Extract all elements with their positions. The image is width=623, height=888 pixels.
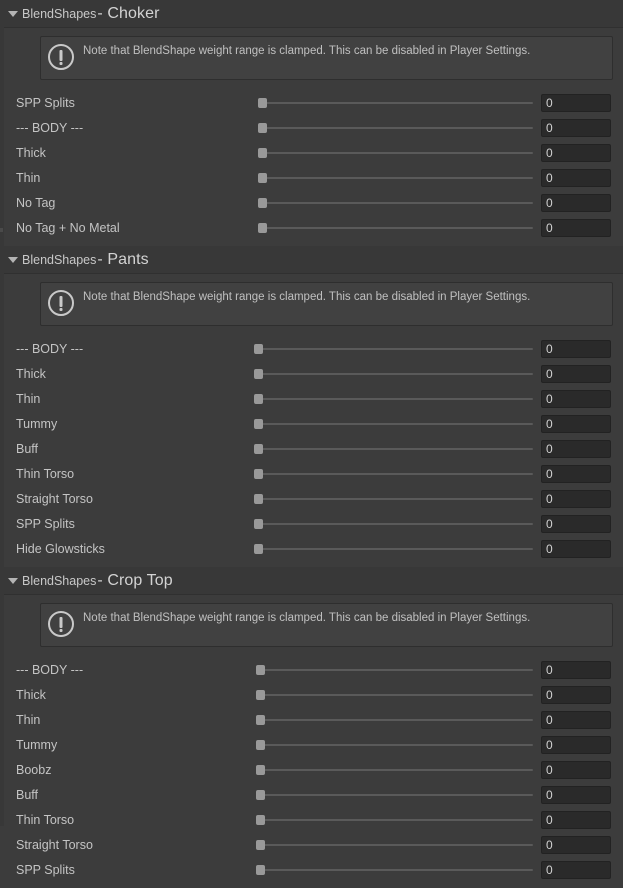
slider-thumb[interactable] bbox=[258, 223, 267, 233]
blendshape-row bbox=[0, 461, 623, 486]
blendshape-label: --- BODY --- bbox=[16, 341, 84, 356]
slider-track bbox=[256, 694, 533, 696]
component-label: BlendShapes bbox=[22, 252, 97, 267]
blendshape-label: SPP Splits bbox=[16, 516, 75, 531]
component-label: BlendShapes bbox=[22, 6, 97, 21]
blendshape-slider[interactable] bbox=[254, 416, 533, 432]
blendshape-label: --- BODY --- bbox=[16, 120, 84, 135]
blendshape-label: Thin Torso bbox=[16, 812, 75, 827]
blendshape-row bbox=[0, 511, 623, 536]
blendshape-slider[interactable] bbox=[256, 787, 533, 803]
help-box bbox=[40, 603, 613, 647]
blendshape-label: Thick bbox=[16, 687, 46, 702]
blendshape-row bbox=[0, 757, 623, 782]
slider-thumb[interactable] bbox=[258, 98, 267, 108]
blendshapes-header-crop-top[interactable] bbox=[0, 567, 623, 594]
blendshape-slider[interactable] bbox=[254, 341, 533, 357]
blendshape-value-field[interactable]: 0 bbox=[541, 465, 611, 483]
blendshape-label: Thick bbox=[16, 366, 46, 381]
blendshape-slider[interactable] bbox=[254, 391, 533, 407]
slider-thumb[interactable] bbox=[256, 690, 265, 700]
triangle-down-icon[interactable] bbox=[6, 574, 20, 588]
blendshape-slider[interactable] bbox=[254, 366, 533, 382]
blendshape-label: Thick bbox=[16, 145, 46, 160]
slider-track bbox=[258, 152, 533, 154]
blendshapes-body-crop-top bbox=[0, 594, 623, 888]
slider-track bbox=[258, 102, 533, 104]
slider-thumb[interactable] bbox=[258, 198, 267, 208]
blendshape-label: Thin bbox=[16, 391, 41, 406]
blendshapes-group-pants bbox=[0, 246, 623, 567]
blendshape-value-field[interactable]: 0 bbox=[541, 786, 611, 804]
blendshapes-header-choker[interactable] bbox=[0, 0, 623, 27]
blendshape-value-field[interactable]: 0 bbox=[541, 686, 611, 704]
slider-track bbox=[258, 227, 533, 229]
blendshape-value-field[interactable]: 0 bbox=[541, 811, 611, 829]
blendshape-label: Thin bbox=[16, 712, 41, 727]
component-label: BlendShapes bbox=[22, 573, 97, 588]
slider-track bbox=[256, 719, 533, 721]
info-icon bbox=[48, 290, 74, 316]
blendshape-label: Straight Torso bbox=[16, 491, 93, 506]
blendshape-value-field[interactable]: 0 bbox=[541, 661, 611, 679]
slider-track bbox=[254, 373, 533, 375]
blendshape-slider[interactable] bbox=[256, 762, 533, 778]
blendshape-value-field[interactable]: 0 bbox=[541, 736, 611, 754]
blendshape-row bbox=[0, 336, 623, 361]
blendshape-label: SPP Splits bbox=[16, 95, 75, 110]
slider-track bbox=[254, 448, 533, 450]
blendshapes-body-pants bbox=[0, 273, 623, 567]
triangle-down-icon[interactable] bbox=[6, 253, 20, 267]
blendshape-label: Buff bbox=[16, 441, 39, 456]
blendshape-slider[interactable] bbox=[258, 220, 533, 236]
blendshape-value-field[interactable]: 0 bbox=[541, 365, 611, 383]
blendshape-value-field[interactable]: 0 bbox=[541, 169, 611, 187]
slider-thumb[interactable] bbox=[254, 494, 263, 504]
blendshape-label: Buff bbox=[16, 787, 39, 802]
slider-thumb[interactable] bbox=[258, 123, 267, 133]
blendshape-row bbox=[0, 411, 623, 436]
blendshape-value-field[interactable]: 0 bbox=[541, 144, 611, 162]
blendshape-row bbox=[0, 90, 623, 115]
blendshape-slider[interactable] bbox=[254, 491, 533, 507]
blendshape-value-field[interactable]: 0 bbox=[541, 194, 611, 212]
blendshape-row bbox=[0, 782, 623, 807]
slider-thumb[interactable] bbox=[254, 344, 263, 354]
blendshapes-group-choker bbox=[0, 0, 623, 246]
help-text: Note that BlendShape weight range is clamped. This can be disabled in Player Settings. bbox=[83, 45, 531, 57]
slider-track bbox=[256, 844, 533, 846]
blendshape-value-field[interactable]: 0 bbox=[541, 390, 611, 408]
blendshape-row bbox=[0, 857, 623, 882]
slider-thumb[interactable] bbox=[254, 444, 263, 454]
blendshape-row bbox=[0, 832, 623, 857]
info-icon bbox=[48, 44, 74, 70]
slider-thumb[interactable] bbox=[254, 519, 263, 529]
blendshape-row bbox=[0, 115, 623, 140]
inspector-scroll-edge[interactable] bbox=[0, 0, 4, 826]
blendshape-row bbox=[0, 165, 623, 190]
blendshape-row bbox=[0, 807, 623, 832]
slider-track bbox=[256, 794, 533, 796]
blendshape-value-field[interactable]: 0 bbox=[541, 861, 611, 879]
blendshape-slider[interactable] bbox=[256, 662, 533, 678]
slider-thumb[interactable] bbox=[256, 840, 265, 850]
scrollbar-thumb[interactable] bbox=[0, 228, 3, 232]
slider-thumb[interactable] bbox=[256, 740, 265, 750]
info-icon bbox=[48, 611, 74, 637]
blendshape-label: No Tag bbox=[16, 195, 56, 210]
help-box bbox=[40, 36, 613, 80]
slider-thumb[interactable] bbox=[254, 469, 263, 479]
blendshape-value-field[interactable]: 0 bbox=[541, 490, 611, 508]
slider-track bbox=[254, 473, 533, 475]
slider-track bbox=[254, 523, 533, 525]
slider-thumb[interactable] bbox=[256, 765, 265, 775]
slider-thumb[interactable] bbox=[254, 419, 263, 429]
blendshape-slider[interactable] bbox=[254, 516, 533, 532]
blendshape-row bbox=[0, 190, 623, 215]
slider-track bbox=[258, 202, 533, 204]
blendshape-row bbox=[0, 536, 623, 561]
slider-thumb[interactable] bbox=[256, 665, 265, 675]
blendshape-label: SPP Splits bbox=[16, 862, 75, 877]
blendshape-slider[interactable] bbox=[256, 812, 533, 828]
slider-track bbox=[254, 423, 533, 425]
blendshape-row bbox=[0, 386, 623, 411]
blendshapes-header-pants[interactable] bbox=[0, 246, 623, 273]
blendshape-label: No Tag + No Metal bbox=[16, 220, 120, 235]
blendshape-value-field[interactable]: 0 bbox=[541, 94, 611, 112]
blendshape-slider[interactable] bbox=[256, 687, 533, 703]
slider-thumb[interactable] bbox=[256, 790, 265, 800]
blendshape-row bbox=[0, 657, 623, 682]
help-text: Note that BlendShape weight range is clamped. This can be disabled in Player Settings. bbox=[83, 291, 531, 303]
help-text: Note that BlendShape weight range is clamped. This can be disabled in Player Settings. bbox=[83, 612, 531, 624]
object-label: - Crop Top bbox=[97, 571, 173, 589]
blendshape-slider[interactable] bbox=[256, 862, 533, 878]
triangle-down-icon[interactable] bbox=[6, 7, 20, 21]
slider-thumb[interactable] bbox=[256, 815, 265, 825]
blendshape-value-field[interactable]: 0 bbox=[541, 515, 611, 533]
slider-thumb[interactable] bbox=[254, 369, 263, 379]
blendshape-value-field[interactable]: 0 bbox=[541, 415, 611, 433]
slider-track bbox=[256, 769, 533, 771]
blendshapes-body-choker bbox=[0, 27, 623, 246]
object-label: - Pants bbox=[97, 250, 149, 268]
slider-track bbox=[254, 398, 533, 400]
blendshape-label: Hide Glowsticks bbox=[16, 541, 105, 556]
slider-track bbox=[256, 819, 533, 821]
slider-thumb[interactable] bbox=[256, 715, 265, 725]
blendshape-slider[interactable] bbox=[254, 466, 533, 482]
blendshape-row bbox=[0, 707, 623, 732]
blendshape-slider[interactable] bbox=[258, 95, 533, 111]
blendshape-value-field[interactable]: 0 bbox=[541, 761, 611, 779]
blendshape-row bbox=[0, 140, 623, 165]
blendshape-slider[interactable] bbox=[256, 737, 533, 753]
blendshape-slider[interactable] bbox=[254, 541, 533, 557]
help-box bbox=[40, 282, 613, 326]
slider-thumb[interactable] bbox=[254, 394, 263, 404]
blendshape-label: Tummy bbox=[16, 416, 58, 431]
blendshape-label: Thin bbox=[16, 170, 41, 185]
slider-thumb[interactable] bbox=[256, 865, 265, 875]
blendshape-slider[interactable] bbox=[256, 712, 533, 728]
blendshape-value-field[interactable]: 0 bbox=[541, 711, 611, 729]
slider-track bbox=[258, 127, 533, 129]
blendshape-slider[interactable] bbox=[258, 145, 533, 161]
blendshape-label: Boobz bbox=[16, 762, 52, 777]
blendshape-value-field[interactable]: 0 bbox=[541, 219, 611, 237]
blendshape-value-field[interactable]: 0 bbox=[541, 836, 611, 854]
blendshape-row bbox=[0, 436, 623, 461]
blendshape-value-field[interactable]: 0 bbox=[541, 440, 611, 458]
slider-track bbox=[256, 869, 533, 871]
blendshape-slider[interactable] bbox=[256, 837, 533, 853]
blendshape-row bbox=[0, 361, 623, 386]
blendshape-value-field[interactable]: 0 bbox=[541, 119, 611, 137]
blendshape-label: Thin Torso bbox=[16, 466, 75, 481]
slider-track bbox=[256, 669, 533, 671]
slider-track bbox=[256, 744, 533, 746]
slider-track bbox=[254, 498, 533, 500]
blendshape-slider[interactable] bbox=[254, 441, 533, 457]
blendshapes-group-crop-top bbox=[0, 567, 623, 888]
object-label: - Choker bbox=[97, 4, 160, 22]
slider-thumb[interactable] bbox=[258, 148, 267, 158]
blendshape-label: Straight Torso bbox=[16, 837, 93, 852]
slider-track bbox=[254, 348, 533, 350]
blendshape-row bbox=[0, 682, 623, 707]
blendshape-value-field[interactable]: 0 bbox=[541, 540, 611, 558]
slider-track bbox=[254, 548, 533, 550]
slider-thumb[interactable] bbox=[258, 173, 267, 183]
blendshape-label: --- BODY --- bbox=[16, 662, 84, 677]
slider-track bbox=[258, 177, 533, 179]
blendshape-value-field[interactable]: 0 bbox=[541, 340, 611, 358]
blendshape-slider[interactable] bbox=[258, 195, 533, 211]
blendshape-row bbox=[0, 732, 623, 757]
blendshape-slider[interactable] bbox=[258, 120, 533, 136]
blendshape-label: Tummy bbox=[16, 737, 58, 752]
blendshape-slider[interactable] bbox=[258, 170, 533, 186]
slider-thumb[interactable] bbox=[254, 544, 263, 554]
blendshape-row bbox=[0, 486, 623, 511]
blendshape-row bbox=[0, 215, 623, 240]
